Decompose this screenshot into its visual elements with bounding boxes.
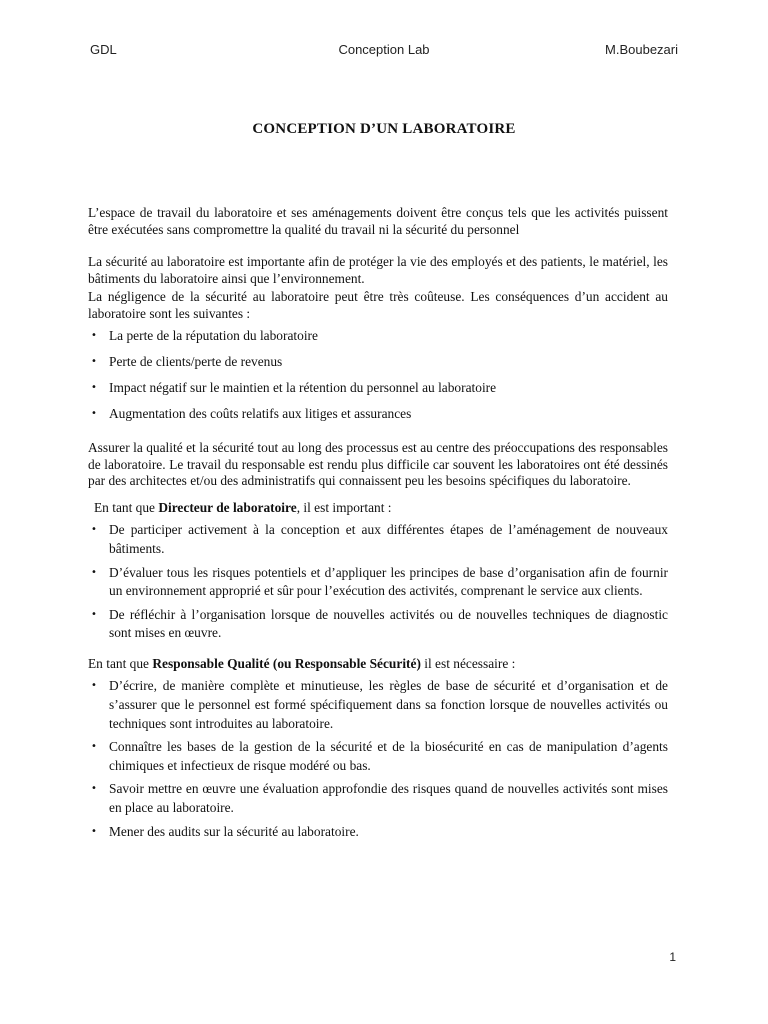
list-item: • Augmentation des coûts relatifs aux litiges et assurances [88,406,668,423]
paragraph-workspace: L’espace de travail du laboratoire et ses aménagements doivent être conçus tels que les activités puissent être exécutées sans compromettre la qualité du travail ni la sécurité du personnel [88,205,668,237]
director-suffix: , il est important : [296,499,392,515]
quality-suffix: il est nécessaire : [420,655,516,671]
director-list [88,521,668,643]
director-prefix: En tant que [94,499,159,515]
paragraph-negligence: La négligence de la sécurité au laboratoire peut être très coûteuse. Les conséquences d’un accident au laboratoire sont les suivantes : [88,289,668,321]
director-intro [88,500,668,517]
quality-intro [88,656,668,673]
list-item: • De participer activement à la conception et aux différentes étapes de l’aménagement de nouveaux bâtiments. [88,521,668,558]
list-item: • La perte de la réputation du laboratoire [88,328,668,345]
header-center: Conception Lab [338,42,430,57]
list-item: • D’évaluer tous les risques potentiels et d’appliquer les principes de base d’organisation afin de fournir un environnement approprié et sûr pour l’exécution des activités, comprenant le service aux clients. [88,564,668,601]
list-item: • Connaître les bases de la gestion de la sécurité et de la biosécurité en cas de manipulation d’agents chimiques et infectieux de risque modéré ou bas. [88,738,668,775]
document-title: CONCEPTION D’UN LABORATOIRE [252,121,516,137]
page-number: 1 [669,950,676,964]
quality-role: Responsable Qualité (ou Responsable Sécurité) [152,655,421,671]
list-item: • Impact négatif sur le maintien et la rétention du personnel au laboratoire [88,380,668,397]
document-body [88,205,668,846]
list-item: • Savoir mettre en œuvre une évaluation approfondie des risques quand de nouvelles activités sont mises en place au laboratoire. [88,780,668,817]
quality-list [88,677,668,841]
header-left: GDL [90,42,117,57]
quality-prefix: En tant que [88,655,153,671]
director-role: Directeur de laboratoire [158,499,297,515]
consequences-list [88,328,668,423]
page-header [90,42,678,62]
list-item: • De réfléchir à l’organisation lorsque de nouvelles activités ou de nouvelles techniques de diagnostic sont mises en œuvre. [88,606,668,643]
paragraph-quality-safety: Assurer la qualité et la sécurité tout au long des processus est au centre des préoccupations des responsables de laboratoire. Le travail du responsable est rendu plus difficile car souvent les laboratoires ont été dessinés par des architectes et/ou des administratifs qui connaissent peu les besoins spécifiques du laboratoire. [88,439,668,489]
list-item: • Mener des audits sur la sécurité au laboratoire. [88,823,668,842]
list-item: • D’écrire, de manière complète et minutieuse, les règles de base de sécurité et d’organisation et de s’assurer que le personnel est formé spécifiquement dans sa fonction lorsque de nouvelles activités ou techniques sont introduites au laboratoire. [88,677,668,733]
paragraph-safety-importance: La sécurité au laboratoire est importante afin de protéger la vie des employés et des patients, le matériel, les bâtiments du laboratoire ainsi que l’environnement. [88,254,668,286]
list-item: • Perte de clients/perte de revenus [88,354,668,371]
header-author: M.Boubezari [605,42,678,57]
